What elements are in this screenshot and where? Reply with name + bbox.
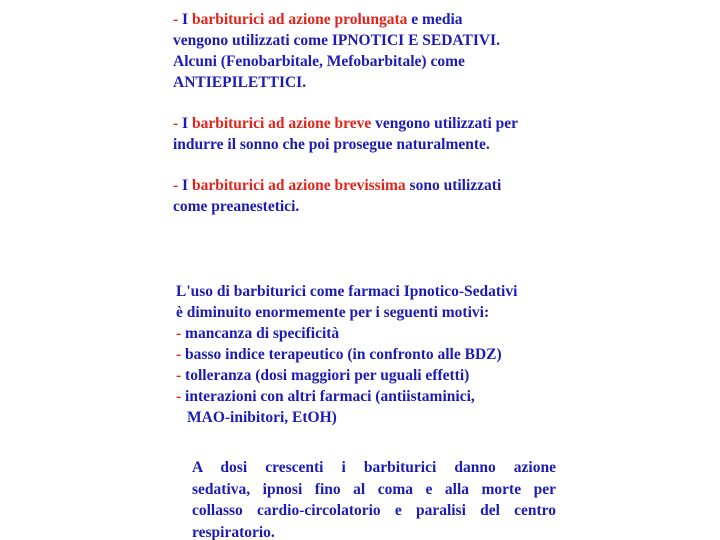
list-dash: -	[176, 388, 186, 405]
paragraph-line: Alcuni (Fenobarbitale, Mefobarbitale) come	[173, 53, 465, 70]
list-item-continuation: MAO-inibitori, EtOH)	[187, 409, 337, 426]
highlight-term: barbiturici ad azione brevissima	[191, 177, 406, 194]
list-dash: -	[173, 115, 183, 132]
list-item	[176, 344, 517, 365]
intro-text: I	[182, 177, 192, 194]
paragraph-line: A dosi crescenti i barbiturici danno azione	[192, 459, 556, 476]
paragraph-decline-reasons	[176, 281, 517, 428]
paragraph-dose-effects	[192, 457, 556, 540]
line-text: sono utilizzati	[405, 177, 502, 194]
paragraph-line: vengono utilizzati come IPNOTICI E SEDATIVI.	[173, 32, 500, 49]
paragraph-short-acting-barbiturates	[173, 113, 518, 155]
paragraph-line: sedativa, ipnosi fino al coma e alla morte per	[192, 480, 556, 498]
intro-text: I	[182, 115, 192, 132]
paragraph-heading-line: L'uso di barbiturici come farmaci Ipnotico-Sedativi	[176, 283, 518, 300]
list-item-text: tolleranza (dosi maggiori per uguali effetti)	[185, 367, 470, 384]
paragraph-ultrashort-acting-barbiturates	[173, 175, 501, 217]
list-item	[176, 386, 517, 407]
line-text: vengono utilizzati per	[371, 115, 519, 132]
list-dash: -	[173, 11, 183, 28]
paragraph-line	[173, 175, 501, 196]
list-dash: -	[176, 346, 186, 363]
list-item-text: interazioni con altri farmaci (antiistaminici,	[185, 388, 475, 405]
list-item-text: basso indice terapeutico (in confronto alle BDZ)	[185, 346, 502, 363]
highlight-term: barbiturici ad azione breve	[191, 115, 372, 132]
paragraph-line: respiratorio.	[192, 523, 275, 540]
paragraph-line: indurre il sonno che poi prosegue naturalmente.	[173, 136, 490, 153]
paragraph-long-acting-barbiturates	[173, 9, 500, 93]
list-item	[176, 323, 517, 344]
paragraph-heading-line: è diminuito enormemente per i seguenti motivi:	[176, 304, 490, 321]
list-item-text: mancanza di specificità	[185, 325, 340, 342]
paragraph-line	[173, 9, 500, 30]
paragraph-line: come preanestetici.	[173, 198, 300, 215]
line-text: e media	[407, 11, 463, 28]
highlight-term: barbiturici ad azione prolungata	[191, 11, 408, 28]
list-dash: -	[176, 325, 186, 342]
paragraph-line: collasso cardio-circolatorio e paralisi del centro	[192, 502, 556, 519]
list-dash: -	[173, 177, 183, 194]
list-item	[176, 365, 517, 386]
paragraph-line	[173, 113, 518, 134]
paragraph-line: ANTIEPILETTICI.	[173, 74, 307, 91]
intro-text: I	[182, 11, 192, 28]
list-dash: -	[176, 367, 186, 384]
